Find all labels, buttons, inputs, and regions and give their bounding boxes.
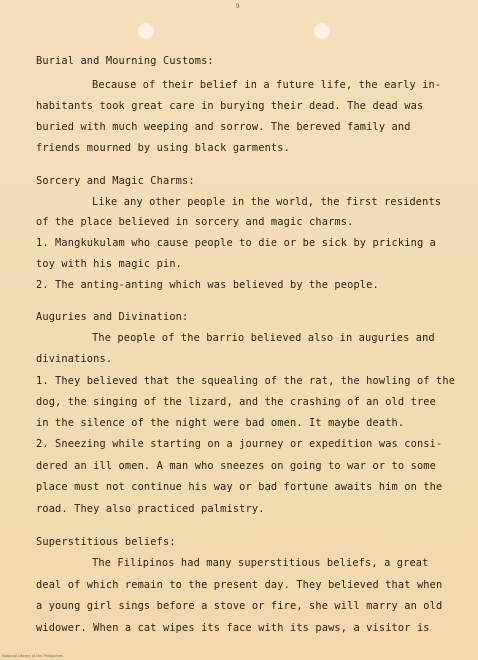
punch-hole-right: [313, 22, 331, 40]
paragraph-line: The people of the barrio believed also in auguries and: [92, 332, 435, 344]
paragraph-line: in the silence of the night were bad omen. It maybe death.: [36, 417, 405, 429]
paragraph-line: dog, the singing of the lizard, and the crashing of an old tree: [36, 396, 437, 408]
paragraph-line: of the place believed in sorcery and magic charms.: [36, 216, 354, 228]
paragraph-line: place must not continue his way or bad fortune awaits him on the: [36, 481, 443, 493]
paragraph-line: 2. The anting-anting which was believed by the people.: [36, 279, 379, 291]
paragraph-line: dered an ill omen. A man who sneezes on going to war or to some: [36, 460, 437, 472]
paragraph-line: road. They also practiced palmistry.: [36, 503, 265, 515]
paragraph-line: friends mourned by using black garments.: [36, 142, 290, 154]
section-heading-superstitious: Superstitious beliefs:: [36, 536, 176, 548]
paragraph-line: Like any other people in the world, the first residents: [92, 196, 442, 208]
paragraph-line: widower. When a cat wipes its face with its paws, a visitor is: [36, 622, 430, 634]
paragraph-line: toy with his magic pin.: [36, 258, 183, 270]
punch-hole-left: [137, 22, 155, 40]
paragraph-line: divinations.: [36, 353, 113, 365]
paragraph-line: a young girl sings before a stove or fire, she will marry an old: [36, 600, 443, 612]
page-number: 9: [236, 3, 240, 10]
section-heading-auguries: Auguries and Divination:: [36, 311, 189, 323]
section-heading-sorcery: Sorcery and Magic Charms:: [36, 175, 195, 187]
paragraph-line: The Filipinos had many superstitious beliefs, a great: [92, 557, 429, 569]
paragraph-line: habitants took great care in burying their dead. The dead was: [36, 100, 424, 112]
section-heading-burial: Burial and Mourning Customs:: [36, 55, 214, 67]
paragraph-line: buried with much weeping and sorrow. The bereved family and: [36, 121, 411, 133]
paragraph-line: 1. Mangkukulam who cause people to die or be sick by pricking a: [36, 237, 437, 249]
paragraph-line: deal of which remain to the present day. They believed that when: [36, 579, 443, 591]
paragraph-line: Because of their belief in a future life, the early in-: [92, 79, 442, 91]
footer-watermark: National Library of the Philippines: [2, 654, 63, 658]
paragraph-line: 1. They believed that the squealing of the rat, the howling of the: [36, 375, 456, 387]
paragraph-line: 2. Sneezing while starting on a journey or expedition was consi-: [36, 438, 443, 450]
